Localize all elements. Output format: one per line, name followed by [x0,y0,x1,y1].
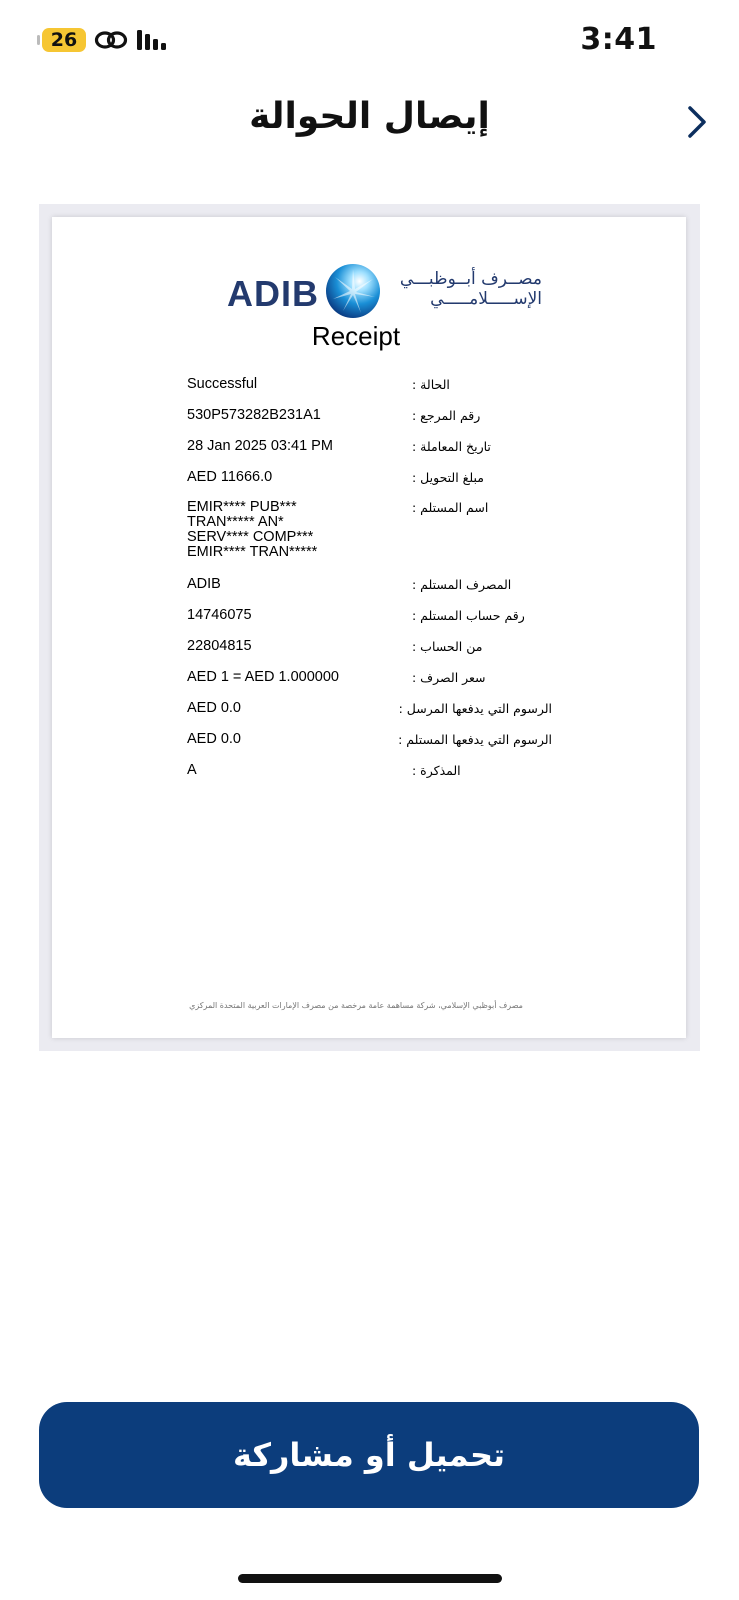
home-indicator [238,1574,502,1583]
detail-value: Successful [187,376,258,392]
detail-value: 530P573282B231A1 [187,407,321,423]
recipient-name-line: EMIR**** PUB*** [187,499,297,515]
receipt-details [52,377,686,794]
detail-label: من الحساب : [412,639,483,654]
logo-arabic-line-1: مصــرف أبــوظبـــي [399,269,542,289]
detail-row-date [52,439,686,470]
detail-row-from-account [52,639,686,670]
detail-value: A [187,762,197,778]
detail-row-recipient-bank [52,577,686,608]
detail-value: AED 0.0 [187,731,241,747]
detail-label: الرسوم التي يدفعها المرسل : [398,701,552,716]
detail-label: تاريخ المعاملة : [412,439,491,454]
detail-label: سعر الصرف : [412,670,486,685]
detail-value: 14746075 [187,607,252,623]
receipt-document [52,217,686,1038]
detail-label: اسم المستلم : [412,500,489,515]
detail-label: الرسوم التي يدفعها المستلم : [398,732,552,747]
detail-value: 22804815 [187,638,252,654]
chevron-right-icon [686,105,708,139]
detail-label: الحالة : [412,377,450,392]
detail-row-recipient-account [52,608,686,639]
detail-row-reference [52,408,686,439]
detail-row-sender-fees [52,701,686,732]
back-button[interactable] [679,102,715,142]
page-title: إيصال الحوالة [249,96,490,137]
detail-value: 28 Jan 2025 03:41 PM [187,438,333,454]
recipient-name-line: SERV**** COMP*** [187,529,314,545]
receipt-footer: مصرف أبوظبي الإسلامي، شركة مساهمة عامة مرخصة من مصرف الإمارات العربية المتحدة المركزي [189,1001,523,1010]
detail-row-recipient-fees [52,732,686,763]
signal-icon [137,28,171,50]
detail-row-amount [52,470,686,500]
detail-value: ADIB [187,576,221,592]
detail-row-status [52,377,686,408]
detail-row-memo [52,763,686,794]
receipt-preview[interactable] [39,204,700,1051]
globe-logo-icon [325,263,381,319]
detail-value: AED 0.0 [187,700,241,716]
detail-value: AED 1 = AED 1.000000 [187,669,339,685]
receipt-heading: Receipt [311,321,401,351]
logo-text: ADIB [227,273,319,314]
battery-level-badge: 26 [42,28,86,52]
download-share-button[interactable]: تحميل أو مشاركة [39,1402,699,1508]
detail-row-recipient-name [52,500,686,577]
logo-arabic-line-2: الإســـــلامـــــي [430,289,542,309]
detail-row-exchange-rate [52,670,686,701]
detail-value: AED 11666.0 [187,469,273,485]
detail-label: رقم المرجع : [412,408,481,423]
detail-label: مبلغ التحويل : [412,470,484,485]
recipient-name-line: EMIR**** TRAN***** [187,544,318,560]
link-icon [94,28,128,52]
detail-value [187,500,397,560]
detail-label: المصرف المستلم : [412,577,512,592]
detail-label: المذكرة : [412,763,461,778]
detail-label: رقم حساب المستلم : [412,608,525,623]
logo-arabic-text [392,269,542,309]
bank-logo [52,263,686,319]
clock: 3:41 [580,22,657,57]
status-bar [0,0,739,80]
recipient-name-line: TRAN***** AN* [187,514,284,530]
